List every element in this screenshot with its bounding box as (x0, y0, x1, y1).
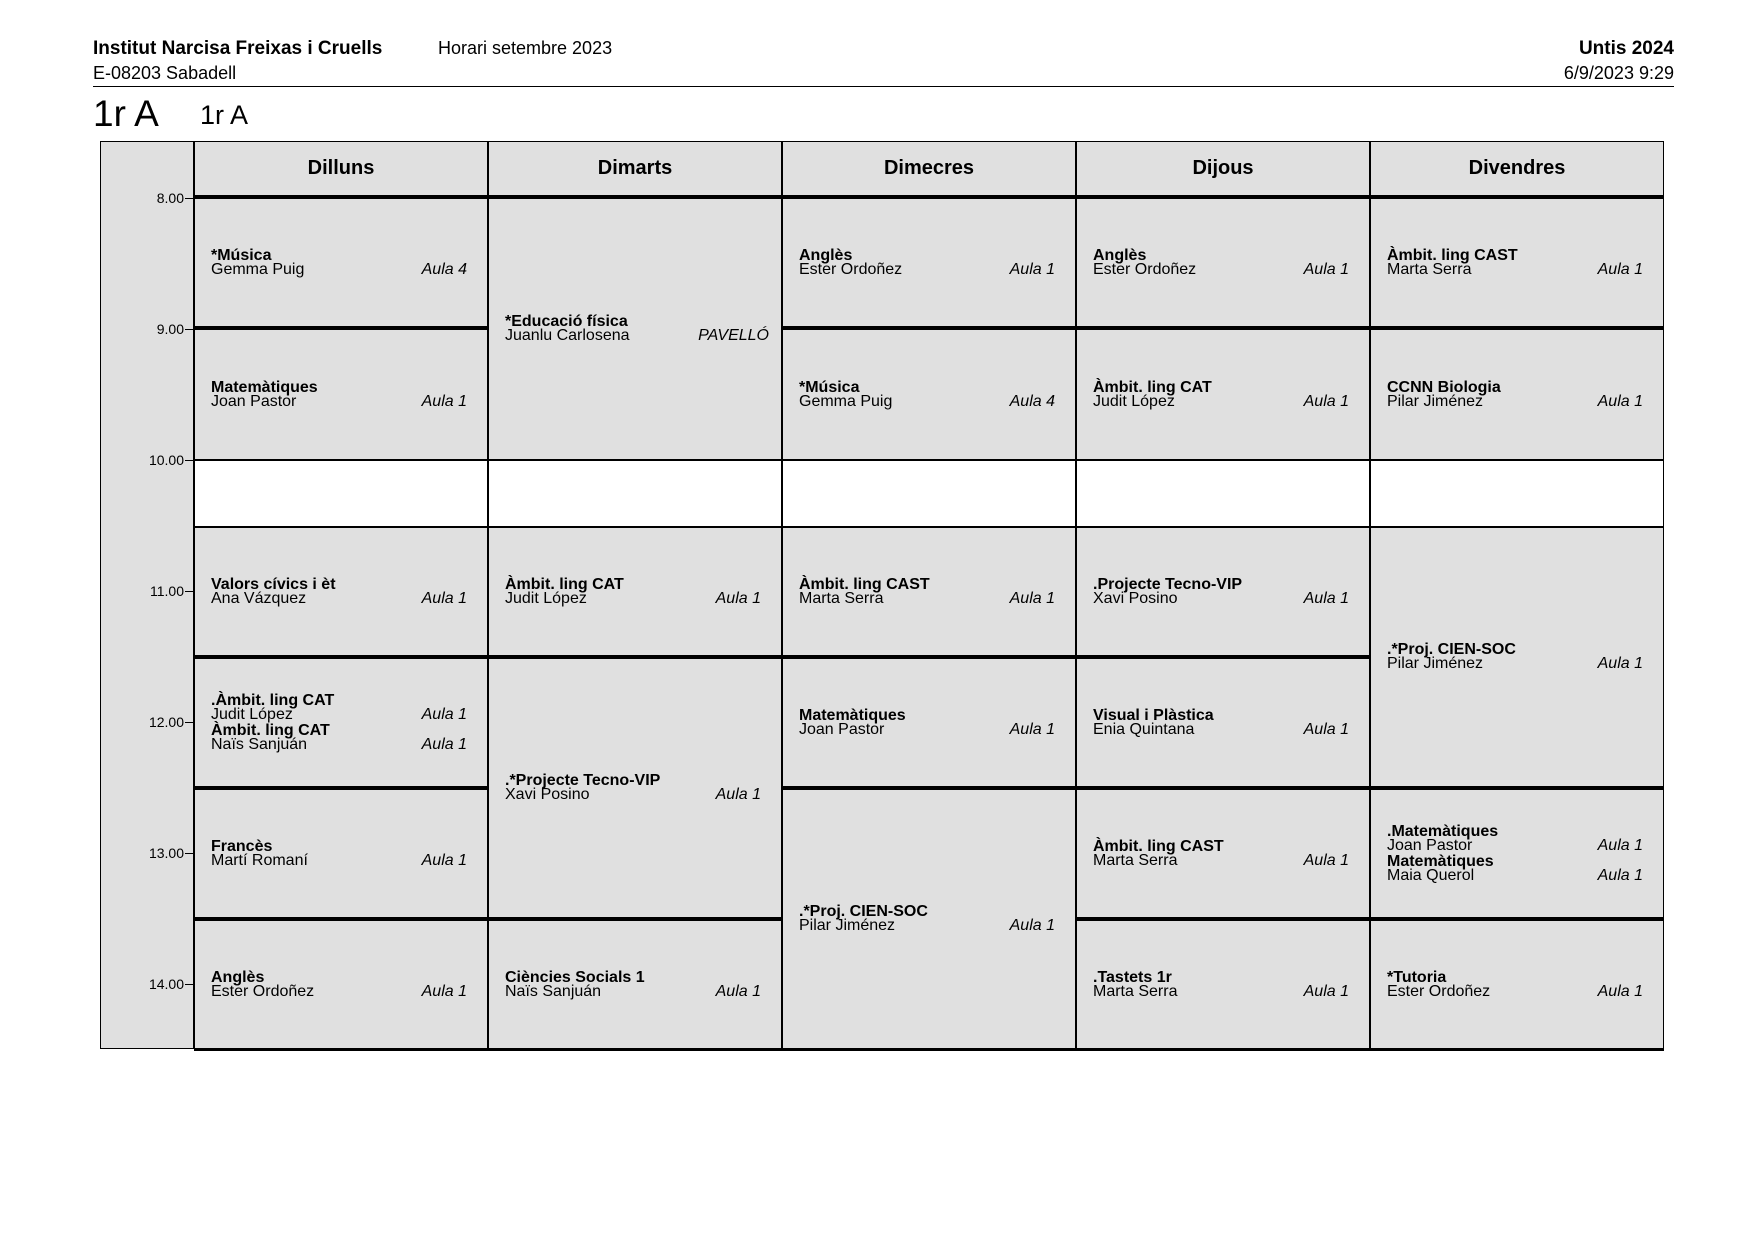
lesson-entry (505, 968, 761, 1000)
lesson-cell[interactable] (1370, 198, 1664, 329)
lesson-room: Aula 1 (715, 786, 761, 803)
lesson-cell[interactable] (194, 920, 488, 1051)
time-tick (185, 198, 193, 199)
lesson-teacher: Pilar Jiménez (799, 917, 896, 934)
lesson-entry (799, 905, 1055, 933)
lesson-room: Aula 4 (421, 260, 467, 278)
break-cell (1076, 460, 1370, 527)
lesson-entry (799, 246, 1055, 278)
lesson-cell[interactable] (194, 789, 488, 920)
lesson-room: Aula 1 (1597, 836, 1643, 854)
day-header-friday: Divendres (1370, 141, 1664, 198)
time-label: 11.00 (150, 583, 184, 599)
lesson-room: Aula 1 (1597, 260, 1643, 278)
lesson-entry (799, 378, 1055, 410)
lesson-teacher: Pilar Jiménez (1387, 655, 1484, 672)
lesson-teacher: Marta Serra (1387, 260, 1472, 278)
lesson-entry (1387, 246, 1643, 278)
lesson-subject: Matemàtiques (799, 706, 906, 724)
lesson-room: Aula 1 (1303, 982, 1349, 1000)
lesson-entry (211, 246, 467, 278)
lesson-teacher: Ester Ordoñez (1093, 260, 1197, 278)
lesson-teacher: Gemma Puig (799, 392, 893, 410)
lesson-teacher: Gemma Puig (211, 260, 305, 278)
time-label: 8.00 (156, 190, 184, 206)
lesson-room: Aula 1 (1303, 720, 1349, 738)
lesson-subject: Anglès (799, 246, 853, 264)
lesson-subject: .Tastets 1r (1093, 968, 1172, 986)
lesson-entry (799, 575, 1055, 607)
lesson-room: Aula 1 (1597, 655, 1643, 672)
software-name: Untis 2024 (1578, 38, 1674, 59)
lesson-teacher: Ester Ordoñez (799, 260, 903, 278)
lesson-entry (211, 691, 467, 723)
print-date: 6/9/2023 9:29 (1563, 63, 1674, 83)
lesson-room: Aula 1 (421, 589, 467, 607)
lesson-entry (1093, 968, 1349, 1000)
lesson-room: Aula 1 (715, 589, 761, 607)
lesson-entry (1387, 852, 1643, 884)
lesson-teacher: Xavi Posino (505, 786, 590, 803)
time-tick (185, 329, 193, 330)
lesson-entry (211, 968, 467, 1000)
lesson-room: Aula 1 (1597, 982, 1643, 1000)
lesson-room: Aula 1 (421, 851, 467, 869)
lesson-subject: Àmbit. ling CAST (1387, 246, 1518, 264)
lesson-room: Aula 1 (421, 705, 467, 723)
lesson-entry (1093, 837, 1349, 869)
day-header-wednesday: Dimecres (782, 141, 1076, 198)
lesson-room: Aula 1 (421, 392, 467, 410)
lesson-entry (799, 706, 1055, 738)
lesson-room: Aula 1 (1303, 851, 1349, 869)
break-cell (782, 460, 1076, 527)
lesson-cell[interactable] (1076, 920, 1370, 1051)
lesson-cell[interactable] (782, 329, 1076, 460)
time-tick (185, 853, 193, 854)
lesson-cell[interactable] (488, 658, 782, 920)
time-label: 13.00 (148, 845, 184, 861)
lesson-subject: Valors cívics i èt (211, 575, 336, 593)
lesson-teacher: Ester Ordoñez (1387, 982, 1491, 1000)
lesson-teacher: Judit López (505, 589, 587, 607)
lesson-teacher: Naïs Sanjuán (211, 735, 308, 753)
lesson-room: Aula 1 (1009, 589, 1055, 607)
lesson-entry (505, 575, 761, 607)
lesson-subject: .Matemàtiques (1387, 822, 1499, 840)
lesson-cell[interactable] (1076, 527, 1370, 658)
lesson-cell[interactable] (1076, 329, 1370, 460)
break-cell (194, 460, 488, 527)
lesson-entry (211, 378, 467, 410)
lesson-subject: *Música (799, 378, 860, 396)
lesson-entry (1387, 378, 1643, 410)
lesson-subject: Àmbit. ling CAT (505, 575, 624, 593)
lesson-teacher: Judit López (211, 705, 293, 723)
lesson-entry (1093, 378, 1349, 410)
lesson-subject: Anglès (211, 968, 265, 986)
lesson-room: Aula 1 (1009, 260, 1055, 278)
lesson-cell[interactable] (1076, 198, 1370, 329)
day-header-monday: Dilluns (194, 141, 488, 198)
lesson-cell[interactable] (1076, 658, 1370, 789)
lesson-subject: .Projecte Tecno-VIP (1093, 575, 1243, 593)
time-label: 9.00 (156, 321, 184, 337)
lesson-teacher: Joan Pastor (799, 720, 885, 738)
lesson-teacher: Marta Serra (1093, 851, 1178, 869)
lesson-subject: Àmbit. ling CAST (799, 575, 930, 593)
lesson-teacher: Ester Ordoñez (211, 982, 315, 1000)
lesson-teacher: Marta Serra (1093, 982, 1178, 1000)
lesson-subject: .*Proj. CIEN-SOC (1387, 641, 1516, 658)
lesson-cell[interactable] (194, 527, 488, 658)
lesson-room: Aula 1 (1009, 917, 1055, 934)
lesson-subject: Matemàtiques (1387, 852, 1494, 870)
lesson-teacher: Ana Vázquez (211, 589, 307, 607)
lesson-entry (211, 721, 467, 753)
time-label: 12.00 (148, 714, 184, 730)
lesson-cell[interactable] (1076, 789, 1370, 920)
lesson-subject: Ciències Socials 1 (505, 968, 645, 986)
lesson-cell[interactable] (1370, 920, 1664, 1051)
lesson-cell[interactable] (488, 527, 782, 658)
lesson-cell[interactable] (1370, 329, 1664, 460)
lesson-entry (1387, 643, 1643, 671)
lesson-cell[interactable] (488, 920, 782, 1051)
lesson-room: Aula 1 (1303, 260, 1349, 278)
lesson-room: Aula 1 (1597, 866, 1643, 884)
lesson-entry (1387, 968, 1643, 1000)
lesson-room: Aula 4 (1009, 392, 1055, 410)
lesson-room: Aula 1 (1009, 720, 1055, 738)
lesson-subject: .*Proj. CIEN-SOC (799, 903, 928, 920)
lesson-room: Aula 1 (1597, 392, 1643, 410)
lesson-entry (211, 575, 467, 607)
break-cell (488, 460, 782, 527)
lesson-cell[interactable] (194, 658, 488, 789)
lesson-entry (505, 774, 761, 802)
day-header-tuesday: Dimarts (488, 141, 782, 198)
lesson-teacher: Marta Serra (799, 589, 884, 607)
lesson-subject: .Àmbit. ling CAT (211, 691, 335, 709)
lesson-room: Aula 1 (1303, 392, 1349, 410)
lesson-subject: *Tutoria (1387, 968, 1447, 986)
time-tick (185, 984, 193, 985)
lesson-cell[interactable] (194, 329, 488, 460)
lesson-room: Aula 1 (421, 735, 467, 753)
lesson-subject: Visual i Plàstica (1093, 706, 1214, 724)
time-label: 10.00 (148, 452, 184, 468)
lesson-room: Aula 1 (1303, 589, 1349, 607)
lesson-subject: *Música (211, 246, 272, 264)
lesson-teacher: Enia Quintana (1093, 720, 1195, 738)
lesson-entry (1093, 246, 1349, 278)
lesson-teacher: Xavi Posino (1093, 589, 1178, 607)
lesson-room: Aula 1 (421, 982, 467, 1000)
lesson-teacher: Joan Pastor (211, 392, 297, 410)
lesson-subject: Matemàtiques (211, 378, 318, 396)
lesson-subject: Francès (211, 837, 273, 855)
school-name: Institut Narcisa Freixas i Cruells (93, 38, 383, 59)
lesson-room: Aula 1 (715, 982, 761, 1000)
lesson-subject: Àmbit. ling CAST (1093, 837, 1224, 855)
lesson-cell[interactable] (782, 789, 1076, 1051)
lesson-subject: CCNN Biologia (1387, 378, 1501, 396)
lesson-subject: Àmbit. ling CAT (1093, 378, 1212, 396)
lesson-cell[interactable] (488, 198, 782, 460)
lesson-cell[interactable] (194, 198, 488, 329)
time-tick (185, 591, 193, 592)
school-address: E-08203 Sabadell (93, 63, 237, 83)
lesson-room: PAVELLÓ (698, 327, 769, 344)
lesson-cell[interactable] (782, 527, 1076, 658)
lesson-subject: Àmbit. ling CAT (211, 721, 330, 739)
lesson-cell[interactable] (782, 198, 1076, 329)
lesson-entry (211, 837, 467, 869)
lesson-teacher: Naïs Sanjuán (505, 982, 602, 1000)
day-header-thursday: Dijous (1076, 141, 1370, 198)
lesson-cell[interactable] (1370, 789, 1664, 920)
lesson-entry (1387, 822, 1643, 854)
lesson-cell[interactable] (1370, 527, 1664, 789)
break-cell (1370, 460, 1664, 527)
lesson-cell[interactable] (782, 658, 1076, 789)
lesson-teacher: Judit López (1093, 392, 1175, 410)
lesson-teacher: Maia Querol (1387, 866, 1475, 884)
lesson-teacher: Juanlu Carlosena (505, 327, 630, 344)
lesson-teacher: Martí Romaní (211, 851, 308, 869)
lesson-entry (1093, 575, 1349, 607)
lesson-subject: .*Projecte Tecno-VIP (505, 772, 661, 789)
lesson-entry (1093, 706, 1349, 738)
time-label: 14.00 (148, 976, 184, 992)
lesson-subject: Anglès (1093, 246, 1147, 264)
lesson-teacher: Joan Pastor (1387, 836, 1473, 854)
document-title: Horari setembre 2023 (438, 38, 613, 58)
lesson-subject: *Educació física (505, 313, 628, 330)
lesson-entry (505, 315, 769, 343)
time-tick (185, 722, 193, 723)
class-name: 1r A (200, 100, 249, 130)
time-tick (185, 460, 193, 461)
lesson-teacher: Pilar Jiménez (1387, 392, 1484, 410)
class-code: 1r A (93, 93, 159, 134)
